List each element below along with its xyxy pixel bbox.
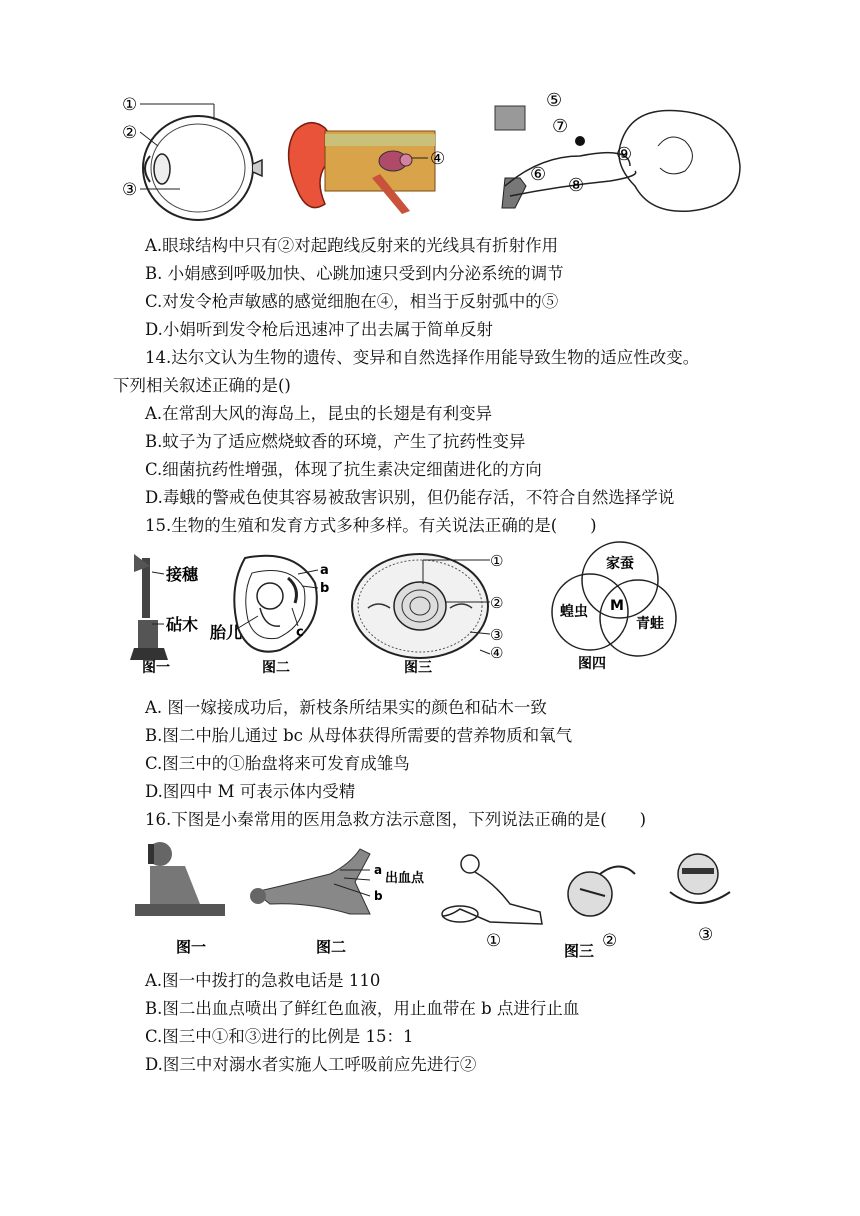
phone-call-figure <box>135 842 225 916</box>
cpr-figure-1 <box>442 855 542 924</box>
q14-stem-line1: 14.达尔文认为生物的遗传、变异和自然选择作用能导致生物的适应性改变。 <box>145 348 700 367</box>
q16-option-b: B.图二出血点喷出了鲜红色血液，用止血带在 b 点进行止血 <box>145 999 580 1018</box>
q14-option-b: B.蚊子为了适应燃烧蚊香的环境，产生了抗药性变异 <box>145 432 526 451</box>
bleed-point-label: 出血点 <box>385 871 425 886</box>
q13-option-a: A.眼球结构中只有②对起跑线反射来的光线具有折射作用 <box>145 236 559 255</box>
graft-stock-label: 砧木 <box>166 615 199 634</box>
reflex-label-6: ⑥ <box>530 164 547 185</box>
cpr-num-3: ③ <box>698 925 714 945</box>
q16-stem: 16.下图是小秦常用的医用急救方法示意图，下列说法正确的是( ) <box>145 810 647 829</box>
egg-label-4: ④ <box>490 644 504 662</box>
venn-center: M <box>610 598 624 614</box>
cpr-num-2: ② <box>602 931 618 951</box>
q16-option-d: D.图三中对溺水者实施人工呼吸前应先进行② <box>145 1055 477 1074</box>
q14-option-d: D.毒蛾的警戒色使其容易被敌害识别，但仍能存活，不符合自然选择学说 <box>145 488 675 507</box>
fig1-caption: 图一 <box>142 660 170 676</box>
q15-figures <box>120 538 700 678</box>
q15-stem: 15.生物的生殖和发育方式多种多样。有关说法正确的是( ) <box>145 516 597 535</box>
cpr-figure-2 <box>568 867 635 917</box>
q13-figures <box>110 86 750 226</box>
fetus-diagram <box>234 556 318 652</box>
q16-fig1-caption: 图一 <box>176 938 207 956</box>
q16-fig2-caption: 图二 <box>316 938 347 956</box>
egg-label-2: ② <box>490 594 504 612</box>
reflex-label-5: ⑤ <box>546 90 563 111</box>
grafting-diagram <box>130 554 168 660</box>
venn-locust: 蝗虫 <box>560 604 588 620</box>
eye-diagram <box>140 104 262 220</box>
bleed-label-b: b <box>374 889 383 903</box>
fig2-caption: 图二 <box>262 660 290 676</box>
ear-label-4: ④ <box>430 149 446 169</box>
q14-option-c: C.细菌抗药性增强，体现了抗生素决定细菌进化的方向 <box>145 460 542 479</box>
fetus-label-b: b <box>320 581 330 596</box>
q13-option-c: C.对发令枪声敏感的感觉细胞在④，相当于反射弧中的⑤ <box>145 292 559 311</box>
reflex-label-8: ⑧ <box>568 175 585 196</box>
q16-figures <box>130 834 760 964</box>
cpr-figure-3 <box>670 854 730 903</box>
egg-diagram <box>352 554 490 658</box>
fig3-caption: 图三 <box>404 660 432 676</box>
fig4-caption: 图四 <box>578 656 606 672</box>
fetus-label: 胎儿 <box>210 623 243 642</box>
cpr-num-1: ① <box>486 931 502 951</box>
eye-label-1: ① <box>122 95 138 115</box>
q15-option-d: D.图四中 M 可表示体内受精 <box>145 782 356 801</box>
q16-option-c: C.图三中①和③进行的比例是 15：1 <box>145 1027 414 1046</box>
q14-stem-line2: 下列相关叙述正确的是() <box>113 376 291 395</box>
q14-option-a: A.在常刮大风的海岛上，昆虫的长翅是有利变异 <box>145 404 493 423</box>
venn-silkworm: 家蚕 <box>606 556 634 572</box>
q15-option-b: B.图二中胎儿通过 bc 从母体获得所需要的营养物质和氧气 <box>145 726 573 745</box>
q15-option-c: C.图三中的①胎盘将来可发育成雏鸟 <box>145 754 410 773</box>
graft-scion-label: 接穗 <box>166 565 199 584</box>
egg-label-1: ① <box>490 552 504 570</box>
q15-option-a: A. 图一嫁接成功后，新枝条所结果实的颜色和砧木一致 <box>145 698 547 717</box>
reflex-label-9: ⑨ <box>616 144 633 165</box>
q16-option-a: A.图一中拨打的急救电话是 110 <box>145 971 381 990</box>
fetus-label-a: a <box>320 563 329 578</box>
egg-label-3: ③ <box>490 626 504 644</box>
fetus-label-c: c <box>296 625 304 640</box>
venn-frog: 青蛙 <box>636 616 664 632</box>
eye-label-2: ② <box>122 123 138 143</box>
q16-fig3-caption: 图三 <box>564 942 595 960</box>
eye-label-3: ③ <box>122 180 138 200</box>
q13-option-b: B. 小娟感到呼吸加快、心跳加速只受到内分泌系统的调节 <box>145 264 564 283</box>
reflex-label-7: ⑦ <box>552 116 569 137</box>
bleed-label-a: a <box>374 863 383 877</box>
arm-bleeding-figure <box>250 849 370 914</box>
q13-option-d: D.小娟听到发令枪后迅速冲了出去属于简单反射 <box>145 320 493 339</box>
ear-diagram <box>289 123 435 214</box>
